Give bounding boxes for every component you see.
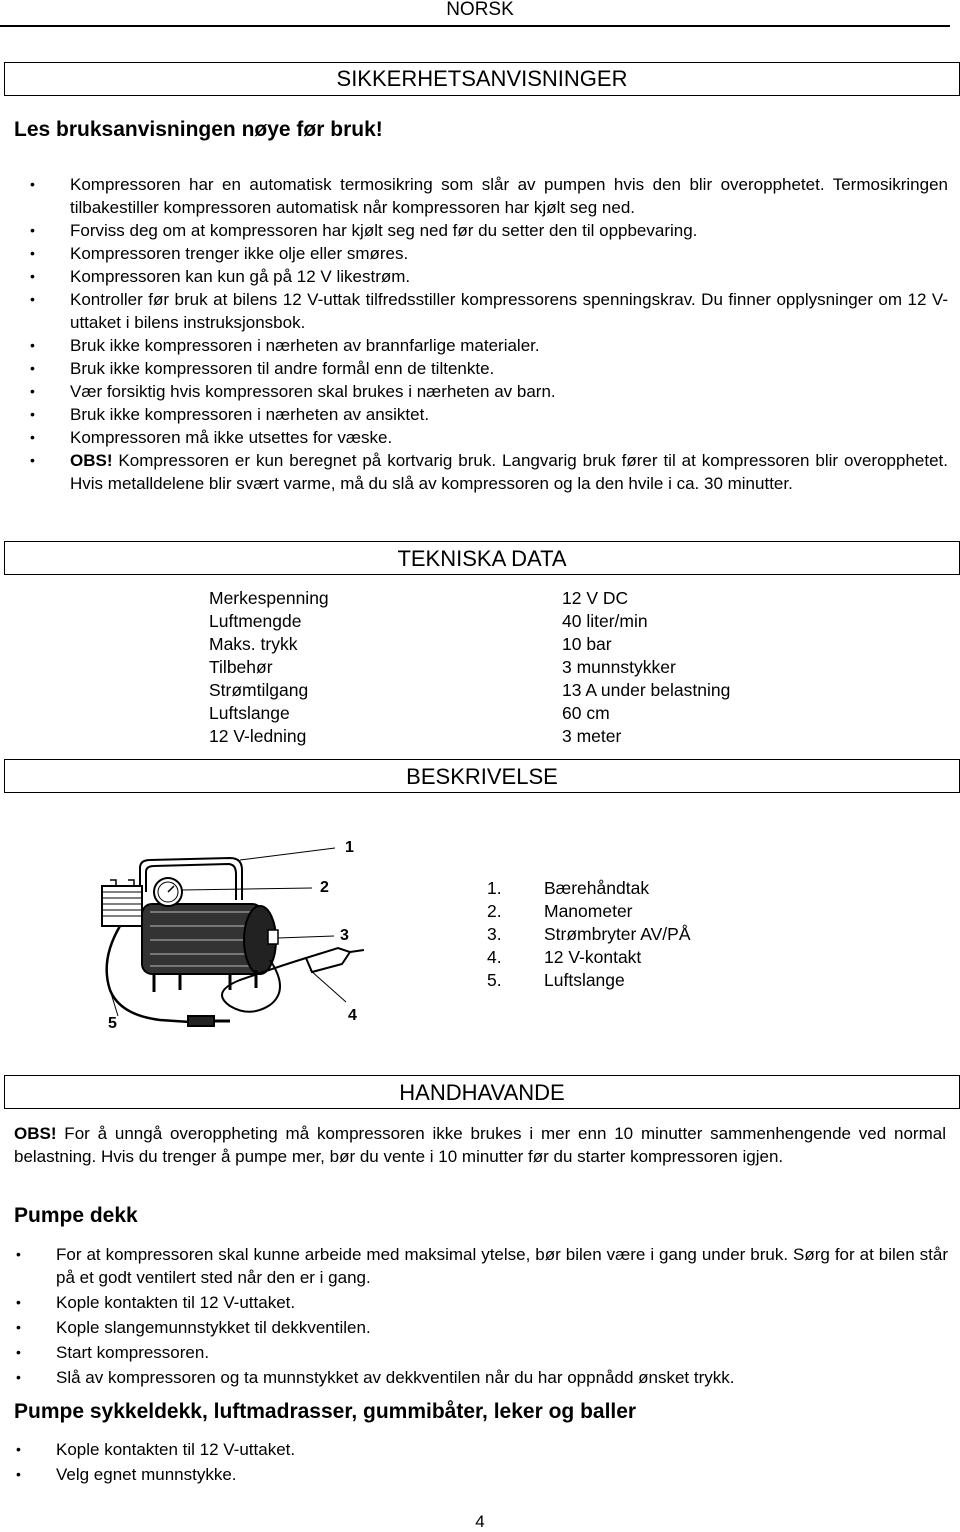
- list-item: • Kople slangemunnstykket til dekkventilen.: [0, 1316, 948, 1339]
- list-item: • Kople kontakten til 12 V-uttaket.: [0, 1291, 948, 1314]
- tech-value: 10 bar: [562, 634, 612, 654]
- tech-value: 60 cm: [562, 703, 610, 723]
- language-header: NORSK: [446, 0, 514, 20]
- safety-list: [14, 173, 948, 495]
- list-item: • Kompressoren trenger ikke olje eller smøres.: [14, 242, 948, 265]
- list-item: [487, 946, 691, 969]
- obs-text: Kompressoren er kun beregnet på kortvarig bruk. Langvarig bruk fører til at kompressoren blir overopphetet. Hvis metalldelene blir svært varme, må du slå av kompressoren og la den hvile i ca. 30 minutter.: [70, 451, 948, 493]
- part-name: Strømbryter AV/PÅ: [544, 924, 691, 944]
- tech-table: [209, 587, 730, 748]
- list-item: • Kople kontakten til 12 V-uttaket.: [0, 1438, 948, 1461]
- tech-value: 3 munnstykker: [562, 657, 676, 677]
- compressor-illustration: [80, 830, 380, 1040]
- part-name: Bærehåndtak: [544, 878, 650, 898]
- operation-title-box: [4, 1075, 960, 1109]
- tech-label: Tilbehør: [209, 657, 273, 677]
- description-title-box: [4, 759, 960, 793]
- list-item: • For at kompressoren skal kunne arbeide med maksimal ytelse, bør bilen være i gang under bruk. Sørg for at bilen står på et godt ventilert sted når den er i gang.: [0, 1243, 948, 1289]
- tech-label: Merkespenning: [209, 588, 329, 608]
- parts-list: [487, 877, 691, 992]
- list-item: • Start kompressoren.: [0, 1341, 948, 1364]
- tech-labels: [209, 587, 562, 748]
- operation-title: HANDHAVANDE: [399, 1080, 565, 1105]
- safety-title-box: [4, 62, 960, 96]
- safety-intro: Les bruksanvisningen nøye før bruk!: [14, 118, 383, 141]
- part-number: 2.: [487, 901, 502, 921]
- list-item: • Velg egnet munnstykke.: [0, 1463, 948, 1486]
- list-item: • Bruk ikke kompressoren til andre formål enn de tiltenkte.: [14, 357, 948, 380]
- other-steps: [0, 1438, 948, 1486]
- obs-text: For å unngå overoppheting må kompressoren ikke brukes i mer enn 10 minutter sammenhengende ved normal belastning. Hvis du trenger å pumpe mer, bør du vente i 10 minutter før du starter kompressoren igjen.: [14, 1124, 946, 1166]
- list-item: [487, 877, 691, 900]
- part-name: Luftslange: [544, 970, 625, 990]
- tech-title-box: [4, 541, 960, 575]
- part-name: Manometer: [544, 901, 633, 921]
- list-item: [487, 969, 691, 992]
- list-item: [487, 923, 691, 946]
- list-item: • Bruk ikke kompressoren i nærheten av brannfarlige materialer.: [14, 334, 948, 357]
- tech-value: 13 A under belastning: [562, 680, 731, 700]
- part-number: 3.: [487, 924, 502, 944]
- list-item: • Vær forsiktig hvis kompressoren skal brukes i nærheten av barn.: [14, 380, 948, 403]
- part-number: 1.: [487, 878, 502, 898]
- list-item: [14, 449, 948, 495]
- description-title: BESKRIVELSE: [406, 764, 558, 789]
- list-item: • Kompressoren må ikke utsettes for væske.: [14, 426, 948, 449]
- tech-label: Strømtilgang: [209, 680, 309, 700]
- tech-value: 3 meter: [562, 726, 622, 746]
- list-item: • Forviss deg om at kompressoren har kjølt seg ned før du setter den til oppbevaring.: [14, 219, 948, 242]
- tyre-steps: [0, 1243, 948, 1389]
- part-number: 5.: [487, 970, 502, 990]
- obs-label: OBS!: [14, 1124, 57, 1143]
- callout-4: 4: [348, 1007, 357, 1024]
- header-divider: [0, 25, 950, 27]
- callout-3: 3: [340, 927, 349, 944]
- list-item: • Kompressoren kan kun gå på 12 V likestrøm.: [14, 265, 948, 288]
- part-name: 12 V-kontakt: [544, 947, 642, 967]
- callout-2: 2: [320, 879, 329, 896]
- operation-obs: [14, 1122, 946, 1168]
- tech-label: 12 V-ledning: [209, 726, 307, 746]
- other-heading: Pumpe sykkeldekk, luftmadrasser, gummibåter, leker og baller: [14, 1400, 637, 1423]
- tech-label: Maks. trykk: [209, 634, 298, 654]
- part-number: 4.: [487, 947, 502, 967]
- callout-1: 1: [345, 839, 354, 856]
- safety-title: SIKKERHETSANVISNINGER: [336, 66, 628, 91]
- list-item: • Kontroller før bruk at bilens 12 V-uttak tilfredsstiller kompressorens spenningskrav. Du finner opplysninger om 12 V-uttaket i bilens instruksjonsbok.: [14, 288, 948, 334]
- page-number: 4: [475, 1512, 485, 1531]
- list-item: [487, 900, 691, 923]
- tech-title: TEKNISKA DATA: [397, 546, 567, 571]
- list-item: • Slå av kompressoren og ta munnstykket av dekkventilen når du har oppnådd ønsket trykk.: [0, 1366, 948, 1389]
- list-item: • Kompressoren har en automatisk termosikring som slår av pumpen hvis den blir overopphetet. Termosikringen tilbakestiller kompressoren automatisk når kompressoren har kjølt seg ned.: [14, 173, 948, 219]
- obs-label: OBS!: [70, 451, 113, 470]
- callout-5: 5: [108, 1015, 117, 1032]
- tech-value: 40 liter/min: [562, 611, 648, 631]
- list-item: • Bruk ikke kompressoren i nærheten av ansiktet.: [14, 403, 948, 426]
- tyre-heading: Pumpe dekk: [14, 1204, 138, 1227]
- tech-values: [562, 587, 730, 748]
- tech-label: Luftmengde: [209, 611, 302, 631]
- tech-label: Luftslange: [209, 703, 290, 723]
- tech-value: 12 V DC: [562, 588, 629, 608]
